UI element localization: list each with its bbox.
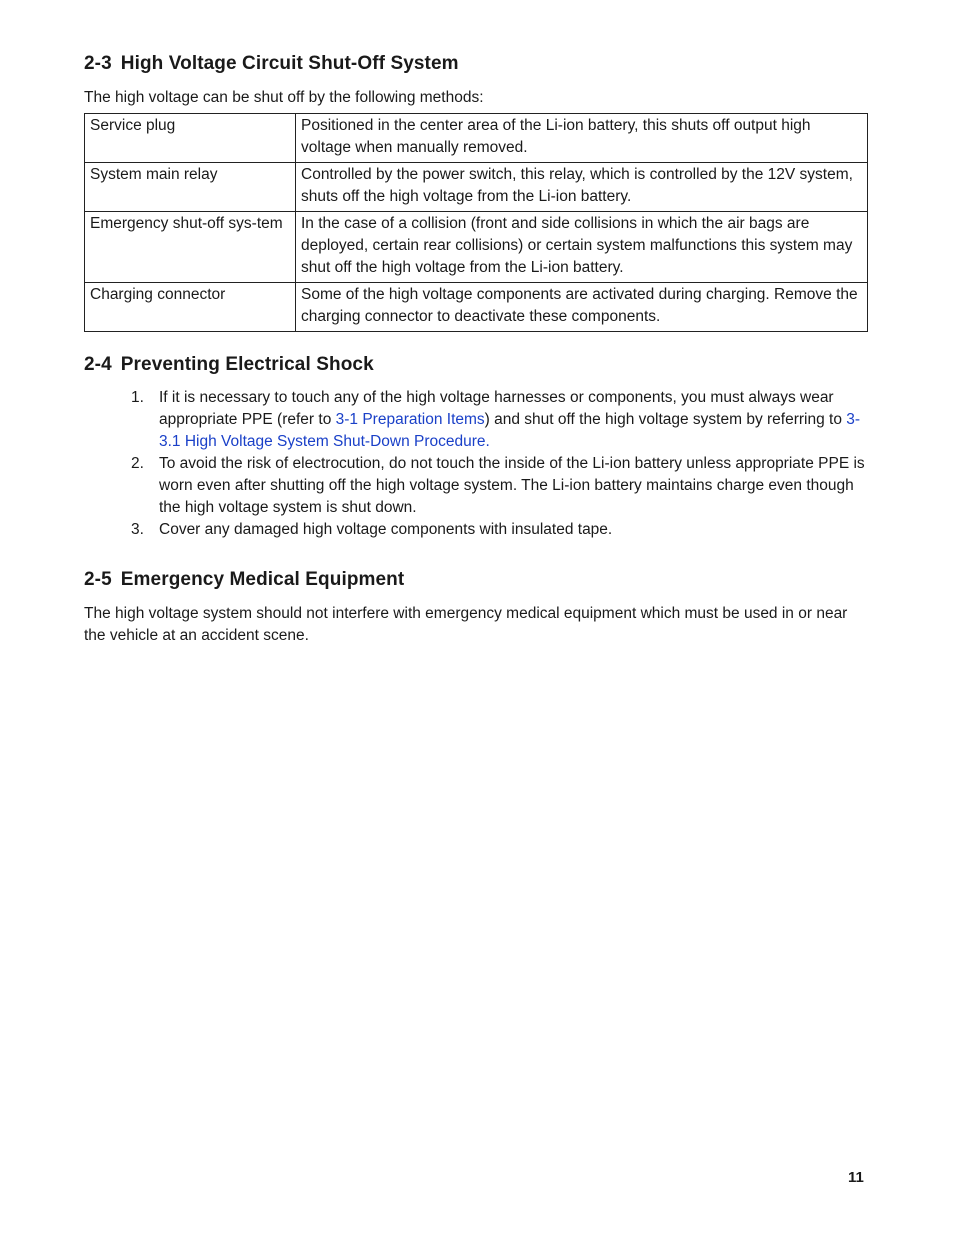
list-marker: 2. — [131, 455, 144, 472]
method-description: Some of the high voltage components are activated during charging. Remove the charging connector to deactivate these components. — [296, 283, 868, 332]
section-2-4-number: 2-4 — [84, 354, 112, 375]
shock-prevention-list — [84, 387, 868, 541]
table-row — [85, 212, 868, 283]
section-2-3-heading — [84, 52, 868, 76]
section-2-4-heading — [84, 353, 868, 377]
method-description: In the case of a collision (front and side collisions in which the air bags are deployed, certain rear collisions) or certain system malfunctions this system may shut off the high voltage from the Li-ion battery. — [296, 212, 868, 283]
list-text: If it is necessary to touch any of the high voltage harnesses or components, you must always wear appropriate PPE (refer to — [159, 389, 834, 428]
list-text: To avoid the risk of electrocution, do not touch the inside of the Li-ion battery unless appropriate PPE is worn even after shutting off the high voltage system. The Li-ion battery maintains charge even though the high voltage system is shut down. — [159, 455, 865, 516]
method-description: Controlled by the power switch, this relay, which is controlled by the 12V system, shuts off the high voltage from the Li-ion battery. — [296, 163, 868, 212]
method-term: Service plug — [85, 114, 296, 163]
document-page — [84, 52, 868, 647]
section-2-3-number: 2-3 — [84, 53, 112, 74]
method-description: Positioned in the center area of the Li-ion battery, this shuts off output high voltage when manually removed. — [296, 114, 868, 163]
table-row — [85, 114, 868, 163]
method-term: Charging connector — [85, 283, 296, 332]
section-2-3-intro: The high voltage can be shut off by the following methods: — [84, 89, 484, 106]
list-text: Cover any damaged high voltage components with insulated tape. — [159, 521, 613, 538]
page-number: 11 — [848, 1169, 864, 1186]
section-2-5-number: 2-5 — [84, 569, 112, 590]
list-item — [84, 519, 868, 541]
shutdown-procedure-link[interactable]: 3-3.1 High Voltage System Shut-Down Procedure. — [159, 411, 861, 450]
table-row — [85, 283, 868, 332]
section-2-5-title: Emergency Medical Equipment — [120, 569, 405, 590]
shutoff-methods-table — [84, 113, 868, 332]
preparation-items-link[interactable]: 3-1 Preparation Items — [335, 411, 485, 428]
list-text: ) and shut off the high voltage system by referring to — [484, 411, 847, 428]
method-term: System main relay — [85, 163, 296, 212]
section-2-5-body: The high voltage system should not interfere with emergency medical equipment which must be used in or near the vehicle at an accident scene. — [84, 605, 848, 644]
list-marker: 1. — [131, 389, 144, 406]
list-item — [84, 387, 868, 453]
section-2-5-heading — [84, 568, 868, 592]
list-item — [84, 453, 868, 519]
table-row — [85, 163, 868, 212]
section-2-4-title: Preventing Electrical Shock — [120, 354, 374, 375]
list-marker: 3. — [131, 521, 144, 538]
section-2-3-title: High Voltage Circuit Shut-Off System — [120, 53, 459, 74]
method-term: Emergency shut-off sys-tem — [85, 212, 296, 283]
